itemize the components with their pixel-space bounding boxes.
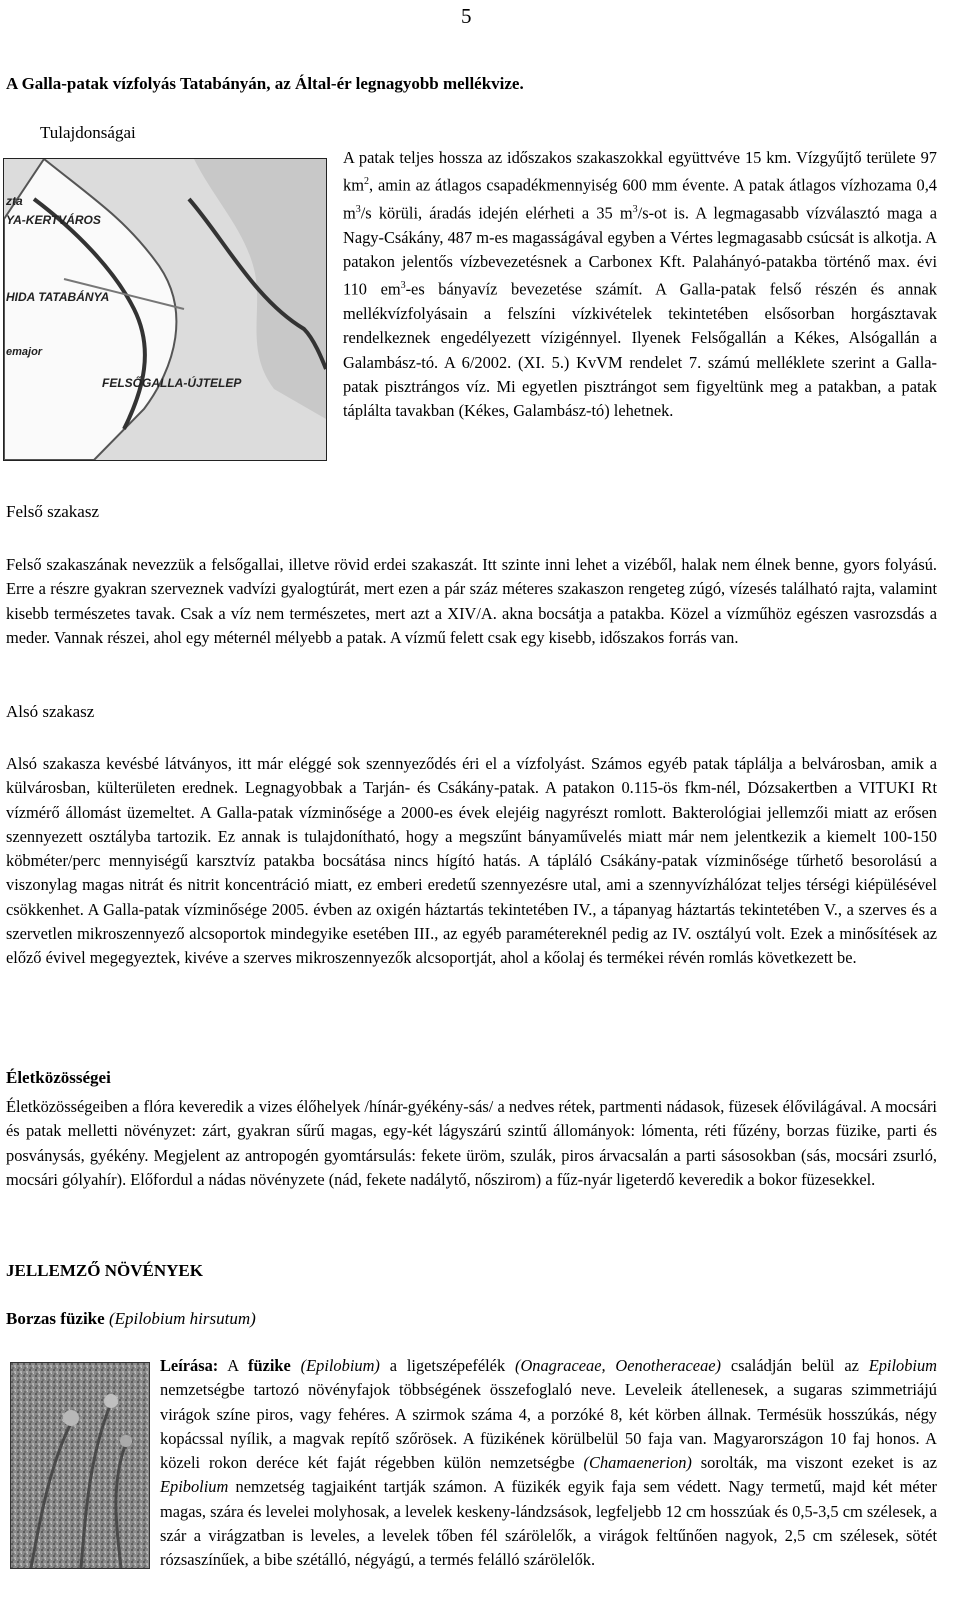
map-drawing — [4, 159, 326, 460]
superscript: 2 — [363, 176, 369, 188]
text-run: füzike — [248, 1356, 291, 1375]
plant-description — [160, 1354, 937, 1573]
map-image — [3, 158, 327, 461]
text-run: (Onagraceae, Oenotheraceae) — [515, 1356, 722, 1375]
plant-name — [6, 1309, 256, 1329]
text-run — [291, 1356, 301, 1375]
text-run: (Chamaenerion) — [583, 1453, 692, 1473]
map-label: FELSŐGALLA-ÚJTELEP — [102, 376, 242, 390]
plant-latin-name: (Epilobium hirsutum) — [108, 1309, 256, 1328]
superscript: 3 — [400, 280, 406, 292]
map-label: emajor — [6, 346, 43, 358]
plant-photo-drawing — [11, 1363, 149, 1568]
text-run: (Epilobium) — [300, 1356, 380, 1375]
text-run: Epibolium — [160, 1477, 229, 1497]
text-run: Epilobium — [868, 1356, 938, 1375]
text-run: családján belül az — [721, 1356, 869, 1375]
superscript: 3 — [355, 204, 361, 216]
text-run: , amin az átlagos csapadékmennyiség 600 mm évente. A patak átlagos vízhozama 0,4 m — [343, 175, 937, 223]
text-run: a ligetszépefélék — [379, 1356, 515, 1375]
description-label: Leírása: — [160, 1356, 219, 1375]
text-run: A — [218, 1356, 248, 1375]
page-number: 5 — [461, 4, 472, 28]
heading-jellemzo-novenyek: JELLEMZŐ NÖVÉNYEK — [6, 1261, 203, 1280]
heading-also-szakasz: Alsó szakasz — [6, 702, 95, 721]
text-run: -es bányavíz bevezetése számít. A Galla-patak felső részén és annak mellékvízfolyásain a felszíni vízkivételek tekintetében elsősorban horgásztavak rendelkeznek engedélyezett vízigénnyel. Ilyenek Felsőgallán a Kékes, Alsógallán a Galambász-tó. A 6/2002. (XI. 5.) KvVM rendelet 7. számú melléklete szerint a Galla-patak pisztrángos víz. Mi egyetlen pisztrángot sem figyeltünk meg a patakban, a patak táplálta tavakban (Kékes, Galambász-tó) lehetnek. — [343, 279, 937, 421]
heading-tulajdonsagai: Tulajdonságai — [40, 123, 136, 142]
text-run: /s körüli, áradás idején elérheti a 35 m — [360, 203, 633, 223]
plant-common-name: Borzas füzike — [6, 1309, 105, 1328]
document-title: A Galla-patak vízfolyás Tatabányán, az Által-ér legnagyobb mellékvize. — [6, 74, 524, 93]
text-run: A patak teljes hossza az időszakos szakaszokkal együttvéve 15 km. Vízgyűjtő területe 97 km — [343, 148, 937, 195]
also-szakasz-text: Alsó szakasza kevésbé látványos, itt már eléggé sok szennyeződés éri el a vízfolyást. Számos egyéb patak táplálja a belvárosban, amik a külvárosban, külterületen erednek. Legnagyobbak a Tarján- és Csákány-patak. A patakon 0.115-ös fkm-nél, Dózsakertben a VITUKI Rt vízmérő állomást üzemeltet. A Galla-patak vízminősége a 2000-es évek elejéig nagyrészt romlott. Bakterológiai jellemzői miatt az erősen szennyezett osztályba tartozik. Ez annak is tulajdonítható, hogy a megszűnt bányaművelés miatt már nem jelentkezik a kiemelt 100-150 köbméter/perc mennyiségű karsztvíz patakba bocsátása nincs hígító hatás. A tápláló Csákány-patak vízminősége tűrhető besorolású a viszonylag magas nitrát és nitrit koncentráció miatt, ez emberi eredetű szennyezésre utal, ami a szennyvízhálózat teljes térségi kiépülésével csökkenhet. A Galla-patak vízminősége 2005. évben az oxigén háztartás tekintetében IV., a tápanyag háztartás tekintetében V., a szerves és a szervetlen mikroszennyező alcsoportok mindegyike esetében III., az egyéb paramétereknél pedig az IV. osztályú volt. Ezek a minősítések az előző évivel megegyeztek, kivéve a szerves mikroszennyezők alcsoportját, ahol a kőolaj és termékei révén romlás következett be. — [6, 754, 937, 968]
map-label: HIDA TATABÁNYA — [6, 290, 110, 304]
text-run: nemzetség tagjaiként tartják számon. A füzikék egyik faja sem védett. Nagy termetű, majd két méter magas, szára és levelei molyhosak, a levelek keskeny-lándzsások, legfeljebb 12 cm hosszúak és 0,5-3,5 cm szélesek, a szár a virágzatban is leveles, a levelek tőben fél szárölelők, a virágok feltűnően nagyok, 2,5 cm szélesek, sötét rózsaszínűek, a bibe szétálló, négyágú, a termés felálló szárölelők. — [160, 1477, 937, 1570]
plant-photo — [10, 1362, 150, 1569]
text-run: /s-ot is. A legmagasabb vízválasztó maga a Nagy-Csákány, 487 m-es magasságával egyben a Vértes legmagasabb csúcsát is alkotja. A patakon jelentős vízbevezetésnek a Carbonex Kft. Palahányó-patakba történő max. évi 110 em — [343, 203, 937, 299]
text-run: sorolták, ma viszont ezeket is az — [691, 1453, 937, 1473]
text-run: nemzetségbe tartozó növényfajok többségének összefoglaló neve. Leveleik átellenesek, a sugaras szimmetriájú virágok színe piros, vagy fehéres. A szirmok száma 4, a porzóké 8, két körben állnak. Termésük hosszúkás, négy kopácssal nyílik, a magvak repítő szőrösek. A füzikének körülbelül 50 faja van. Magyarországon 10 faj honos. A közeli rokon deréce két faját régebben külön nemzetségbe — [160, 1380, 937, 1473]
tulajdonsagai-text — [343, 146, 937, 424]
map-label: zta — [6, 194, 23, 208]
eletkozossegei-text: Életközösségeiben a flóra keveredik a vizes élőhelyek /hínár-gyékény-sás/ a nedves rétek, partmenti nádasok, füzesek élővilágával. A mocsári és patak melletti növényzet: zárt, gyakran sűrű magas, egy-két lágyszárú szintű állományok: lómenta, réti fűzény, borzas füzike, parti és posványsás, gyékény. Megjelent az antropogén gyomtársulás: fekete üröm, szulák, piros árvacsalán a parti sásosokban (sás, mocsári zsurló, mocsári gólyahír). Előfordul a nádas növényzete (nád, fekete nadálytő, nőszirom) a fűz-nyár ligeterdő keveredik a bokor füzesekkel. — [6, 1097, 937, 1189]
felso-szakasz-text: Felső szakaszának nevezzük a felsőgallai, illetve rövid erdei szakaszát. Itt szinte inni lehet a vizéből, halak nem élnek benne, gyors folyású. Erre a részre gyakran szerveznek vadvízi gyalogtúrát, mert ezen a pár száz méteres szakaszon rengeteg zúgó, vízesés található rajta, valamint kisebb természetes tavak. Csak a víz nem természetes, mert azt a XIV/A. akna bocsátja a patakba. Közel a vízműhöz egészen vasrozsdás a meder. Vannak részei, ahol egy méternél mélyebb a patak. A vízmű felett csak egy kisebb, időszakos forrás van. — [6, 555, 937, 647]
superscript: 3 — [632, 204, 638, 216]
heading-felso-szakasz: Felső szakasz — [6, 502, 100, 521]
heading-eletkozossegei: Életközösségei — [6, 1068, 111, 1087]
map-label: YA-KERTVÁROS — [6, 213, 101, 227]
